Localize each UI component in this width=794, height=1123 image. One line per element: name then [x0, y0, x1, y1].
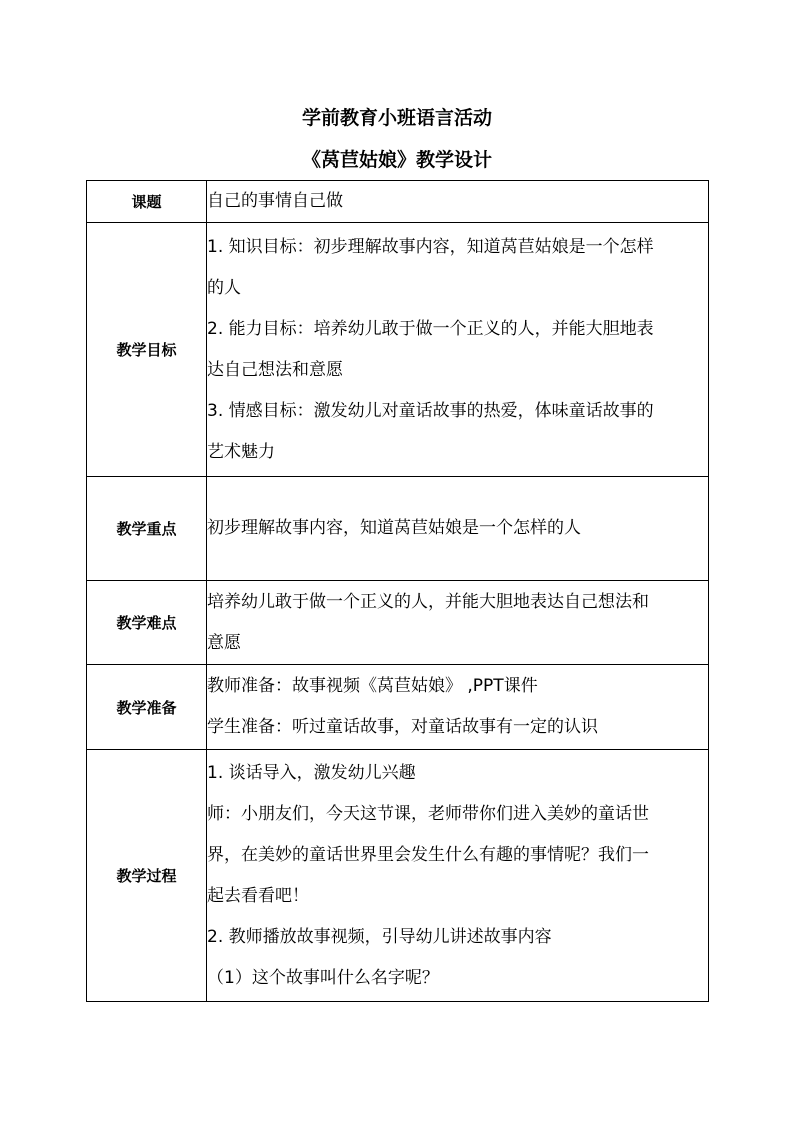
content-line: 艺术魅力: [207, 441, 275, 462]
content-line: 达自己想法和意愿: [207, 359, 343, 380]
content-line: 的人: [207, 277, 241, 298]
content-line: （1）这个故事叫什么名字呢？: [207, 967, 439, 988]
table-row-difficulties: [87, 581, 709, 665]
row-label-difficulties: 教学难点: [87, 581, 207, 665]
table-row-key-points: [87, 477, 709, 581]
table-row-process: [87, 750, 709, 1002]
content-line: 教师准备：故事视频《莴苣姑娘》 ,PPT课件: [207, 676, 538, 696]
row-label-objectives: 教学目标: [87, 223, 207, 477]
table-row-preparation: [87, 665, 709, 750]
row-content-difficulties: [207, 581, 709, 665]
content-line: 初步理解故事内容，知道莴苣姑娘是一个怎样的人: [207, 518, 581, 538]
content-line: 2. 教师播放故事视频，引导幼儿讲述故事内容: [207, 926, 552, 947]
content-line: 1. 知识目标：初步理解故事内容，知道莴苣姑娘是一个怎样: [207, 236, 654, 257]
content-line: 师：小朋友们，今天这节课，老师带你们进入美妙的童话世: [207, 803, 649, 824]
content-line: 3. 情感目标：激发幼儿对童话故事的热爱，体味童话故事的: [207, 400, 654, 421]
content-line: 界，在美妙的童话世界里会发生什么有趣的事情呢？我们一: [207, 844, 649, 865]
content-line: 1. 谈话导入，激发幼儿兴趣: [207, 762, 416, 783]
content-line: 培养幼儿敢于做一个正义的人，并能大胆地表达自己想法和: [207, 591, 649, 612]
document-title-line2: 《莴苣姑娘》教学设计: [301, 149, 492, 171]
row-content-topic: [207, 181, 709, 223]
row-content-objectives: [207, 223, 709, 477]
row-content-key-points: [207, 477, 709, 581]
row-content-process: [207, 750, 709, 1002]
table-row-objectives: [87, 223, 709, 477]
row-label-process: 教学过程: [87, 750, 207, 1002]
row-label-topic: 课题: [87, 181, 207, 223]
content-line: 自己的事情自己做: [207, 191, 343, 211]
document-title-line1: 学前教育小班语言活动: [301, 107, 492, 129]
table-row-topic: [87, 181, 709, 223]
content-line: 起去看看吧！: [207, 885, 309, 906]
content-line: 2. 能力目标：培养幼儿敢于做一个正义的人，并能大胆地表: [207, 318, 654, 339]
row-label-preparation: 教学准备: [87, 665, 207, 750]
row-content-preparation: [207, 665, 709, 750]
content-line: 意愿: [207, 632, 241, 653]
lesson-plan-table: [86, 180, 709, 1002]
row-label-key-points: 教学重点: [87, 477, 207, 581]
content-line: 学生准备：听过童话故事，对童话故事有一定的认识: [207, 717, 598, 737]
